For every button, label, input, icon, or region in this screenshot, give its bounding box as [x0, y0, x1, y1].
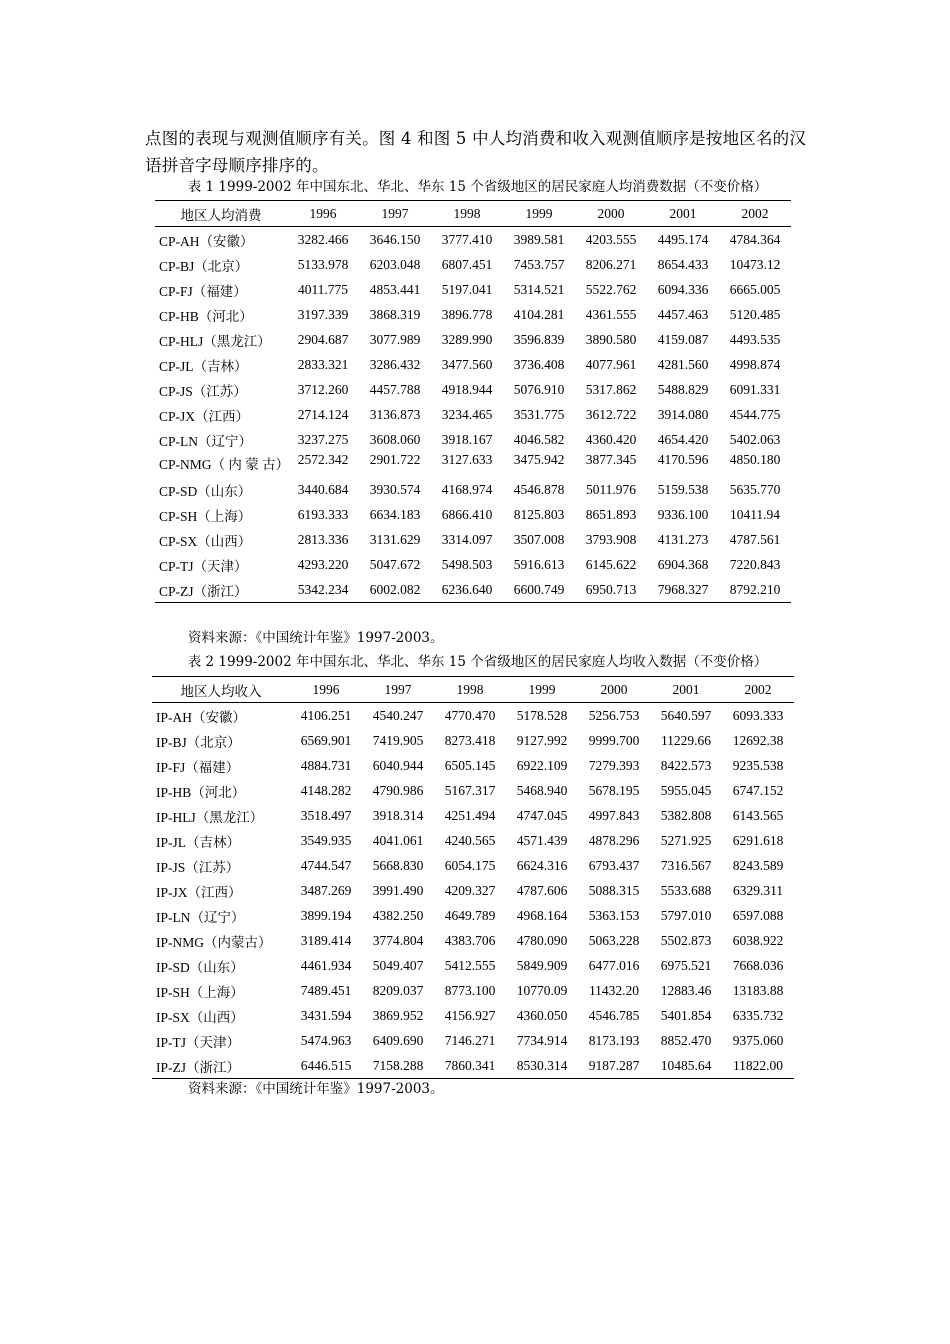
table-cell: 6236.640 [431, 577, 503, 603]
row-label: IP-JS（江苏） [156, 859, 240, 875]
table-cell: 4106.251 [300, 707, 352, 723]
table2-header-row [152, 677, 794, 703]
table-cell: 10473.12 [729, 256, 781, 272]
table-cell: 4159.087 [657, 331, 709, 347]
table-cell: 4461.934 [300, 957, 352, 973]
table-cell: 4546.785 [588, 1007, 640, 1023]
column-header-year: 1999 [503, 201, 575, 227]
table2-caption: 表 2 1999-2002 年中国东北、华北、华东 15 个省级地区的居民家庭人均收入数据（不变价格） [187, 654, 768, 670]
table-cell: 6040.944 [372, 757, 424, 773]
row-label: CP-SX（山西） [159, 533, 252, 549]
table2-source-note: 资料来源：《中国统计年鉴》1997-2003。 [188, 1081, 444, 1097]
table-cell: 8654.433 [657, 256, 709, 272]
table-cell: 6203.048 [369, 256, 421, 272]
table-cell: 4046.582 [513, 431, 565, 447]
table-cell: 6904.368 [657, 556, 709, 572]
table-cell: 4148.282 [300, 782, 352, 798]
table-cell: 5076.910 [513, 381, 565, 397]
table-cell: 8273.418 [444, 732, 496, 748]
table-cell: 4495.174 [657, 231, 709, 247]
table-cell: 5468.940 [516, 782, 568, 798]
table-cell: 5402.063 [729, 431, 781, 447]
table-cell: 4383.706 [444, 932, 496, 948]
table-cell: 13183.88 [732, 982, 784, 998]
table-cell: 6505.145 [444, 757, 496, 773]
table-cell: 5314.521 [513, 281, 565, 297]
table-cell: 9235.538 [732, 757, 784, 773]
table-cell: 4850.180 [729, 452, 781, 467]
table-cell: 2714.124 [297, 406, 349, 422]
table-cell: 7734.914 [516, 1032, 568, 1048]
table-cell: 5256.753 [588, 707, 640, 723]
table-cell: 2572.342 [297, 452, 349, 467]
table-cell: 8530.314 [506, 1053, 578, 1079]
table-cell: 4571.439 [516, 832, 568, 848]
table-cell: 8209.037 [372, 982, 424, 998]
table-cell: 4540.247 [372, 707, 424, 723]
row-label: IP-FJ（福建） [156, 759, 240, 775]
table-cell: 3869.952 [372, 1007, 424, 1023]
row-label: IP-BJ（北京） [156, 734, 241, 750]
row-label: IP-SH（上海） [156, 984, 244, 1000]
intro-line-1: 点图的表现与观测值顺序有关。图 4 和图 5 中人均消费和收入观测值顺序是按地区名的汉 [145, 129, 807, 148]
table-cell: 4382.250 [372, 907, 424, 923]
row-label: CP-ZJ（浙江） [155, 577, 287, 603]
table-cell: 9187.287 [578, 1053, 650, 1079]
table-cell: 4780.090 [516, 932, 568, 948]
table-cell: 4360.050 [516, 1007, 568, 1023]
table-cell: 6624.316 [516, 857, 568, 873]
table-cell: 2813.336 [297, 531, 349, 547]
table-cell: 5047.672 [369, 556, 421, 572]
table-cell: 7146.271 [444, 1032, 496, 1048]
table-row [155, 477, 791, 502]
table-cell: 3531.775 [513, 406, 565, 422]
table-cell: 4884.731 [300, 757, 352, 773]
table-cell: 3077.989 [369, 331, 421, 347]
table-cell: 6329.311 [732, 882, 784, 898]
table-cell: 6634.183 [369, 506, 421, 522]
table-cell: 9127.992 [516, 732, 568, 748]
row-label: IP-LN（辽宁） [156, 909, 245, 925]
table-row [152, 1053, 794, 1079]
table-cell: 10485.64 [650, 1053, 722, 1079]
table-row [155, 577, 791, 603]
table-cell: 3549.935 [300, 832, 352, 848]
table1-source-note: 资料来源：《中国统计年鉴》1997-2003。 [188, 630, 444, 646]
table-cell: 5178.528 [516, 707, 568, 723]
table-cell: 10770.09 [516, 982, 568, 998]
table-cell: 3914.080 [657, 406, 709, 422]
table-cell: 4654.420 [657, 431, 709, 447]
table-cell: 4853.441 [369, 281, 421, 297]
table-row [152, 828, 794, 853]
table-cell: 4649.789 [444, 907, 496, 923]
table-cell: 3918.314 [372, 807, 424, 823]
table-cell: 6143.565 [732, 807, 784, 823]
table-cell: 3930.574 [369, 481, 421, 497]
table-cell: 6975.521 [660, 957, 712, 973]
table-cell: 9999.700 [588, 732, 640, 748]
table-cell: 6807.451 [441, 256, 493, 272]
column-header-year: 1996 [287, 201, 359, 227]
table-cell: 5849.909 [516, 957, 568, 973]
table-cell: 12883.46 [660, 982, 712, 998]
table-cell: 7279.393 [588, 757, 640, 773]
table-cell: 4360.420 [585, 431, 637, 447]
column-header-year: 2000 [575, 201, 647, 227]
table-cell: 4011.775 [297, 281, 349, 297]
table-cell: 5049.407 [372, 957, 424, 973]
table-cell: 6094.336 [657, 281, 709, 297]
table-cell: 3989.581 [513, 231, 565, 247]
table-cell: 4546.878 [513, 481, 565, 497]
table-cell: 2901.722 [369, 452, 421, 467]
table-row [152, 928, 794, 953]
table-cell: 5120.485 [729, 306, 781, 322]
table-cell: 11229.66 [660, 732, 712, 748]
table-cell: 5271.925 [660, 832, 712, 848]
table-cell: 3289.990 [441, 331, 493, 347]
table-cell: 6747.152 [732, 782, 784, 798]
table-cell: 4784.364 [729, 231, 781, 247]
table-row [155, 302, 791, 327]
table-cell: 5635.770 [729, 481, 781, 497]
table-row [155, 527, 791, 552]
table-row [152, 903, 794, 928]
table-cell: 4361.555 [585, 306, 637, 322]
table-cell: 4744.547 [300, 857, 352, 873]
table-cell: 7158.288 [362, 1053, 434, 1079]
table-cell: 8243.589 [732, 857, 784, 873]
table-row [155, 452, 791, 477]
row-label: CP-SD（山东） [159, 483, 252, 499]
table-cell: 8792.210 [719, 577, 791, 603]
table-cell: 3899.194 [300, 907, 352, 923]
table-cell: 4770.470 [444, 707, 496, 723]
table-cell: 4170.596 [657, 452, 709, 467]
table-cell: 7220.843 [729, 556, 781, 572]
table1-header-row [155, 201, 791, 227]
table-cell: 4918.944 [441, 381, 493, 397]
column-header-year: 1998 [431, 201, 503, 227]
table-cell: 6446.515 [290, 1053, 362, 1079]
table-cell: 5363.153 [588, 907, 640, 923]
table-cell: 6093.333 [732, 707, 784, 723]
row-label: IP-AH（安徽） [156, 709, 246, 725]
column-header-region: 地区人均收入 [152, 677, 290, 703]
table-cell: 10411.94 [729, 506, 781, 522]
table-cell: 3596.839 [513, 331, 565, 347]
table-cell: 4878.296 [588, 832, 640, 848]
table-row [152, 803, 794, 828]
row-label: CP-NMG（ 内 蒙 古） [159, 457, 290, 472]
table-cell: 3189.414 [300, 932, 352, 948]
table-cell: 5011.976 [585, 481, 637, 497]
table-cell: 5955.045 [660, 782, 712, 798]
table-cell: 3282.466 [297, 231, 349, 247]
column-header-year: 2002 [719, 201, 791, 227]
row-label: CP-FJ（福建） [159, 283, 247, 299]
row-label: IP-HB（河北） [156, 784, 246, 800]
table-cell: 3431.594 [300, 1007, 352, 1023]
row-label: IP-ZJ（浙江） [152, 1053, 290, 1079]
table2-body [152, 703, 794, 1079]
table-cell: 3777.410 [441, 231, 493, 247]
table-cell: 7419.905 [372, 732, 424, 748]
table-cell: 3890.580 [585, 331, 637, 347]
row-label: IP-SD（山东） [156, 959, 244, 975]
row-label: CP-SH（上海） [159, 508, 252, 524]
table-cell: 6866.410 [441, 506, 493, 522]
row-label: IP-HLJ（黑龙江） [156, 809, 264, 825]
table-cell: 3608.060 [369, 431, 421, 447]
table-cell: 4156.927 [444, 1007, 496, 1023]
table-cell: 8173.193 [588, 1032, 640, 1048]
table-cell: 4457.463 [657, 306, 709, 322]
table-cell: 6054.175 [444, 857, 496, 873]
column-header-year: 1996 [290, 677, 362, 703]
table-cell: 6145.622 [585, 556, 637, 572]
table-cell: 5063.228 [588, 932, 640, 948]
table-cell: 8651.893 [585, 506, 637, 522]
table-cell: 5342.234 [287, 577, 359, 603]
table-cell: 2904.687 [297, 331, 349, 347]
income-table [152, 676, 794, 1079]
table-cell: 3712.260 [297, 381, 349, 397]
row-label: IP-SX（山西） [156, 1009, 244, 1025]
row-label: CP-JX（江西） [159, 408, 250, 424]
table-cell: 7860.341 [434, 1053, 506, 1079]
table-cell: 5197.041 [441, 281, 493, 297]
column-header-year: 1999 [506, 677, 578, 703]
table-cell: 6409.690 [372, 1032, 424, 1048]
table-row [155, 227, 791, 253]
table-cell: 5502.873 [660, 932, 712, 948]
table-cell: 5668.830 [372, 857, 424, 873]
table-cell: 6038.922 [732, 932, 784, 948]
row-label: IP-JX（江西） [156, 884, 242, 900]
table-cell: 3612.722 [585, 406, 637, 422]
table-cell: 4168.974 [441, 481, 493, 497]
table-cell: 4041.061 [372, 832, 424, 848]
table-cell: 5916.613 [513, 556, 565, 572]
table-cell: 5498.503 [441, 556, 493, 572]
table-cell: 8422.573 [660, 757, 712, 773]
table-cell: 6665.005 [729, 281, 781, 297]
table-cell: 8852.470 [660, 1032, 712, 1048]
table-cell: 4998.874 [729, 356, 781, 372]
table-cell: 5474.963 [300, 1032, 352, 1048]
table-row [152, 1028, 794, 1053]
table-cell: 3991.490 [372, 882, 424, 898]
row-label: IP-TJ（天津） [156, 1034, 240, 1050]
table-row [152, 878, 794, 903]
column-header-year: 1997 [359, 201, 431, 227]
table-cell: 3475.942 [513, 452, 565, 467]
table-row [152, 978, 794, 1003]
column-header-year: 1997 [362, 677, 434, 703]
table-cell: 4997.843 [588, 807, 640, 823]
table1-body [155, 227, 791, 603]
table-cell: 3136.873 [369, 406, 421, 422]
column-header-region: 地区人均消费 [155, 201, 287, 227]
table-cell: 6597.088 [732, 907, 784, 923]
table-cell: 7453.757 [513, 256, 565, 272]
table-cell: 4968.164 [516, 907, 568, 923]
table-cell: 4293.220 [297, 556, 349, 572]
row-label: IP-NMG（内蒙古） [156, 934, 272, 950]
table-cell: 3477.560 [441, 356, 493, 372]
table-cell: 4104.281 [513, 306, 565, 322]
table-cell: 6002.082 [359, 577, 431, 603]
table-cell: 5382.808 [660, 807, 712, 823]
table-cell: 5401.854 [660, 1007, 712, 1023]
table-cell: 3131.629 [369, 531, 421, 547]
table-cell: 3487.269 [300, 882, 352, 898]
table-row [155, 552, 791, 577]
table-cell: 3646.150 [369, 231, 421, 247]
table-cell: 6477.016 [588, 957, 640, 973]
row-label: CP-TJ（天津） [159, 558, 248, 574]
consumption-table [155, 200, 791, 603]
table-cell: 2833.321 [297, 356, 349, 372]
table-cell: 3918.167 [441, 431, 493, 447]
table-cell: 3896.778 [441, 306, 493, 322]
table-cell: 6193.333 [297, 506, 349, 522]
table-cell: 8773.100 [444, 982, 496, 998]
table-cell: 3314.097 [441, 531, 493, 547]
table-row [152, 703, 794, 729]
table-cell: 4240.565 [444, 832, 496, 848]
column-header-year: 2002 [722, 677, 794, 703]
table-cell: 4493.535 [729, 331, 781, 347]
row-label: CP-HB（河北） [159, 308, 253, 324]
table-cell: 5522.762 [585, 281, 637, 297]
column-header-year: 1998 [434, 677, 506, 703]
table-row [155, 327, 791, 352]
table-cell: 4457.788 [369, 381, 421, 397]
table-row [155, 502, 791, 527]
table-cell: 4203.555 [585, 231, 637, 247]
table-cell: 7489.451 [300, 982, 352, 998]
table-cell: 4790.986 [372, 782, 424, 798]
column-header-year: 2001 [647, 201, 719, 227]
table-cell: 3440.684 [297, 481, 349, 497]
table-row [155, 277, 791, 302]
table1-caption: 表 1 1999-2002 年中国东北、华北、华东 15 个省级地区的居民家庭人均消费数据（不变价格） [187, 179, 768, 195]
row-label: CP-HLJ（黑龙江） [159, 333, 271, 349]
table-row [152, 753, 794, 778]
table-cell: 5088.315 [588, 882, 640, 898]
table-cell: 6291.618 [732, 832, 784, 848]
table-cell: 6600.749 [503, 577, 575, 603]
table-cell: 4251.494 [444, 807, 496, 823]
table-row [155, 252, 791, 277]
table-cell: 4747.045 [516, 807, 568, 823]
table-cell: 3518.497 [300, 807, 352, 823]
table-row [152, 728, 794, 753]
table-cell: 3736.408 [513, 356, 565, 372]
table-row [155, 427, 791, 452]
table-cell: 4544.775 [729, 406, 781, 422]
table-cell: 3234.465 [441, 406, 493, 422]
table-cell: 3237.275 [297, 431, 349, 447]
table-cell: 4131.273 [657, 531, 709, 547]
table-cell: 4209.327 [444, 882, 496, 898]
table-cell: 6922.109 [516, 757, 568, 773]
table-cell: 9336.100 [657, 506, 709, 522]
table-cell: 3197.339 [297, 306, 349, 322]
table-cell: 3127.633 [441, 452, 493, 467]
table-row [152, 853, 794, 878]
table-cell: 8125.803 [513, 506, 565, 522]
table-cell: 3286.432 [369, 356, 421, 372]
table-cell: 5167.317 [444, 782, 496, 798]
row-label: CP-JL（吉林） [159, 358, 248, 374]
row-label: CP-AH（安徽） [159, 233, 254, 249]
row-label: CP-BJ（北京） [159, 258, 249, 274]
table-cell: 6950.713 [575, 577, 647, 603]
intro-paragraph [145, 125, 810, 179]
row-label: CP-LN（辽宁） [159, 433, 253, 449]
table-cell: 7316.567 [660, 857, 712, 873]
table-row [155, 402, 791, 427]
table-cell: 8206.271 [585, 256, 637, 272]
table-cell: 5797.010 [660, 907, 712, 923]
table-cell: 3774.804 [372, 932, 424, 948]
table-cell: 3507.008 [513, 531, 565, 547]
table-cell: 5412.555 [444, 957, 496, 973]
table-row [155, 352, 791, 377]
row-label: IP-JL（吉林） [156, 834, 240, 850]
table-cell: 4281.560 [657, 356, 709, 372]
table-cell: 7968.327 [647, 577, 719, 603]
table-cell: 4077.961 [585, 356, 637, 372]
table-cell: 3868.319 [369, 306, 421, 322]
table-cell: 4787.561 [729, 531, 781, 547]
table-cell: 7668.036 [732, 957, 784, 973]
table-cell: 9375.060 [732, 1032, 784, 1048]
table-row [152, 1003, 794, 1028]
table-cell: 3877.345 [585, 452, 637, 467]
table-cell: 6569.901 [300, 732, 352, 748]
table-cell: 4787.606 [516, 882, 568, 898]
table-cell: 6335.732 [732, 1007, 784, 1023]
table-cell: 5133.978 [297, 256, 349, 272]
table-cell: 11432.20 [588, 982, 640, 998]
table-cell: 11822.00 [722, 1053, 794, 1079]
table-cell: 3793.908 [585, 531, 637, 547]
table-cell: 5488.829 [657, 381, 709, 397]
table-cell: 5317.862 [585, 381, 637, 397]
table-row [155, 377, 791, 402]
table-row [152, 778, 794, 803]
table-cell: 6793.437 [588, 857, 640, 873]
table-cell: 5640.597 [660, 707, 712, 723]
table-cell: 5159.538 [657, 481, 709, 497]
column-header-year: 2000 [578, 677, 650, 703]
table-cell: 12692.38 [732, 732, 784, 748]
table-cell: 6091.331 [729, 381, 781, 397]
row-label: CP-JS（江苏） [159, 383, 247, 399]
table-cell: 5678.195 [588, 782, 640, 798]
intro-line-2: 语拼音字母顺序排序的。 [145, 156, 329, 175]
table-cell: 5533.688 [660, 882, 712, 898]
column-header-year: 2001 [650, 677, 722, 703]
table-row [152, 953, 794, 978]
